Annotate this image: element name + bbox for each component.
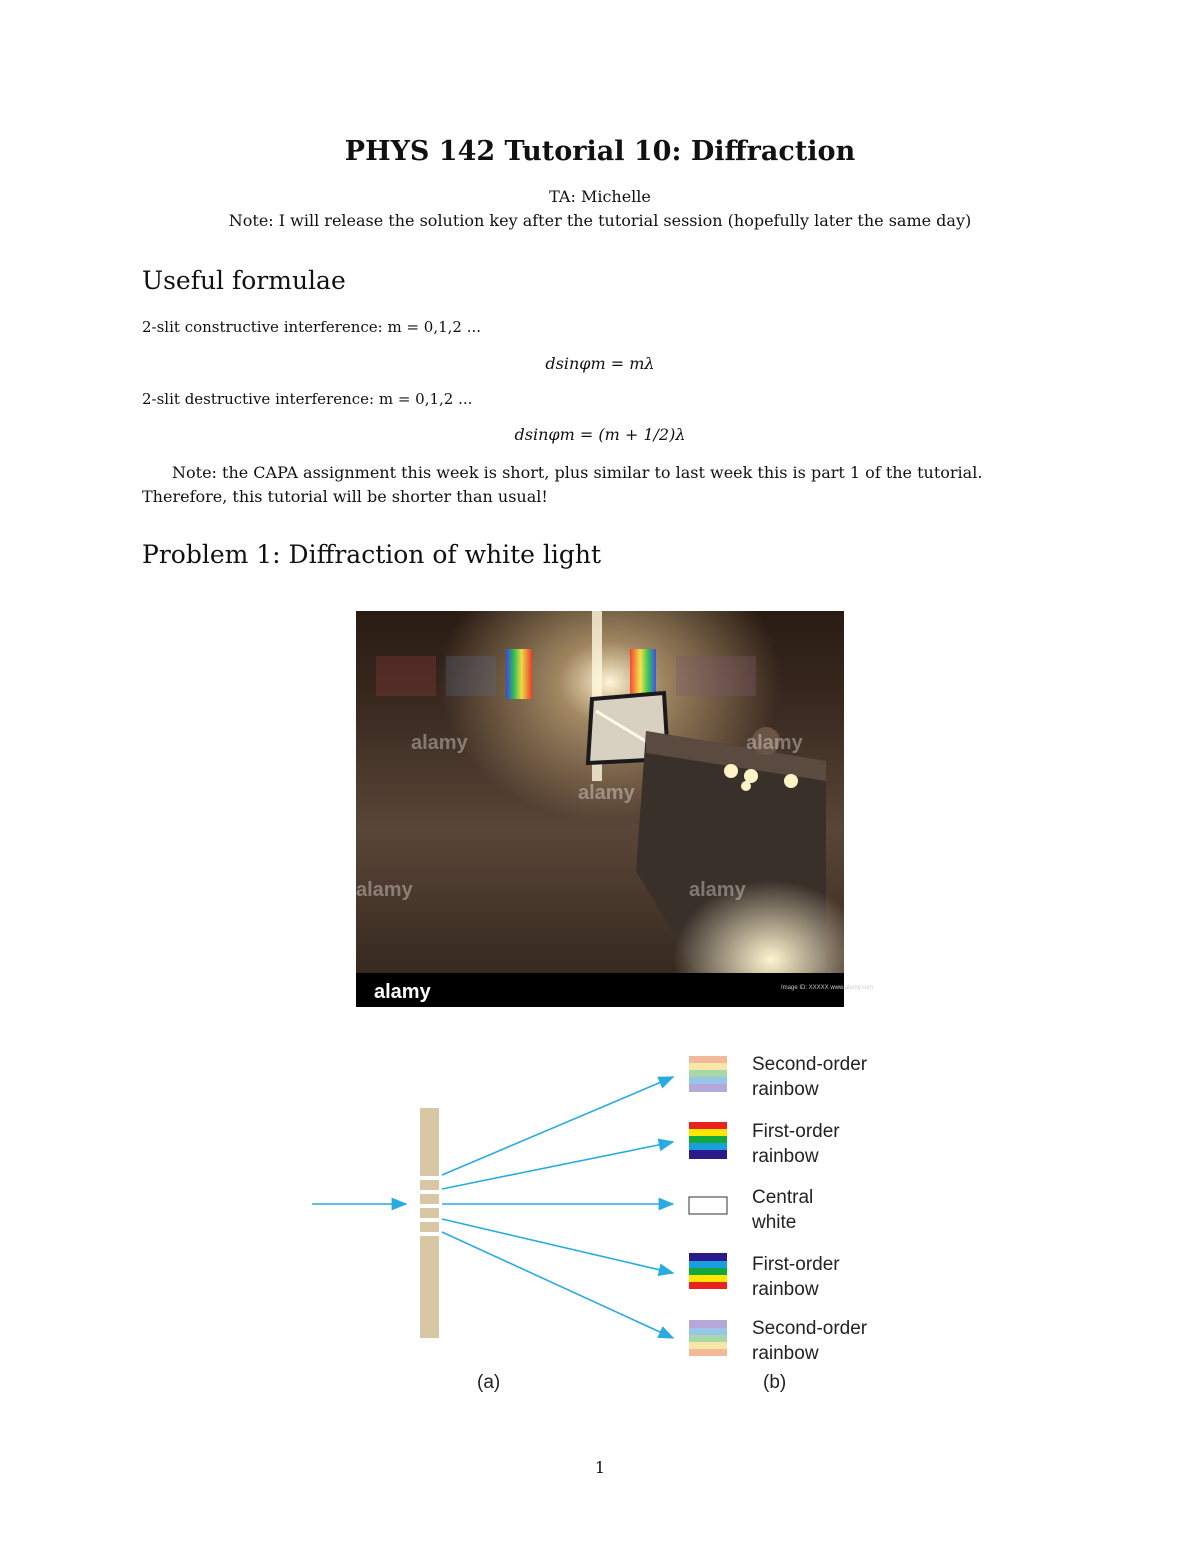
constructive-equation: dsinφm = mλ	[545, 354, 655, 373]
ray-first-order-down	[442, 1219, 673, 1273]
ray-first-order-up	[442, 1142, 673, 1189]
first-order-swatch-bottom	[689, 1253, 727, 1289]
label-second-order-top-2: rainbow	[752, 1079, 819, 1100]
watermark-text: alamy	[356, 879, 413, 901]
second-order-swatch-bottom	[689, 1320, 727, 1356]
ta-name: TA: Michelle	[549, 187, 651, 206]
watermark-text: alamy	[578, 782, 635, 804]
label-second-order-top-1: Second-order	[752, 1054, 868, 1075]
watermark-text: alamy	[689, 879, 746, 901]
destructive-equation: dsinφm = (m + 1/2)λ	[514, 425, 686, 444]
label-second-order-bottom-2: rainbow	[752, 1343, 819, 1364]
section-heading-problem-1: Problem 1: Diffraction of white light	[142, 540, 602, 569]
diffraction-diagram	[300, 1040, 920, 1400]
label-central-1: Central	[752, 1187, 814, 1208]
second-order-swatch-top	[689, 1056, 727, 1092]
label-second-order-bottom-1: Second-order	[752, 1318, 868, 1339]
caption-b: (b)	[763, 1372, 787, 1393]
watermark-text: alamy	[746, 732, 803, 754]
grating	[420, 1108, 439, 1338]
diffraction-photo	[356, 611, 874, 1007]
label-central-2: white	[752, 1212, 797, 1233]
page-number: 1	[594, 1458, 606, 1477]
release-note: Note: I will release the solution key after the tutorial session (hopefully later the same day)	[228, 211, 972, 230]
first-order-swatch-top	[689, 1122, 727, 1159]
constructive-label: 2-slit constructive interference: m = 0,1,2 ...	[142, 318, 482, 336]
capa-note-paragraph: Note: the CAPA assignment this week is short, plus similar to last week this is part 1 of the tutorial. Therefore, this tutorial will be shorter than usual!	[142, 463, 983, 506]
label-first-order-top-2: rainbow	[752, 1146, 819, 1167]
label-first-order-top-1: First-order	[752, 1121, 840, 1142]
alamy-logo-text: alamy	[374, 981, 431, 1003]
caption-a: (a)	[477, 1372, 501, 1393]
central-white-swatch	[689, 1197, 727, 1214]
ray-second-order-up	[442, 1077, 673, 1175]
label-first-order-bottom-2: rainbow	[752, 1279, 819, 1300]
destructive-label: 2-slit destructive interference: m = 0,1,2 ...	[142, 390, 473, 408]
diffraction-photo-graphic	[356, 611, 874, 1007]
section-heading-useful-formulae: Useful formulae	[142, 266, 346, 295]
label-first-order-bottom-1: First-order	[752, 1254, 840, 1275]
diffraction-diagram-graphic	[300, 1040, 920, 1400]
photo-credit: Image ID: XXXXX www.alamy.com	[781, 985, 874, 991]
watermark-text: alamy	[411, 732, 468, 754]
ray-second-order-down	[442, 1232, 673, 1338]
page-title: PHYS 142 Tutorial 10: Diffraction	[344, 136, 856, 167]
